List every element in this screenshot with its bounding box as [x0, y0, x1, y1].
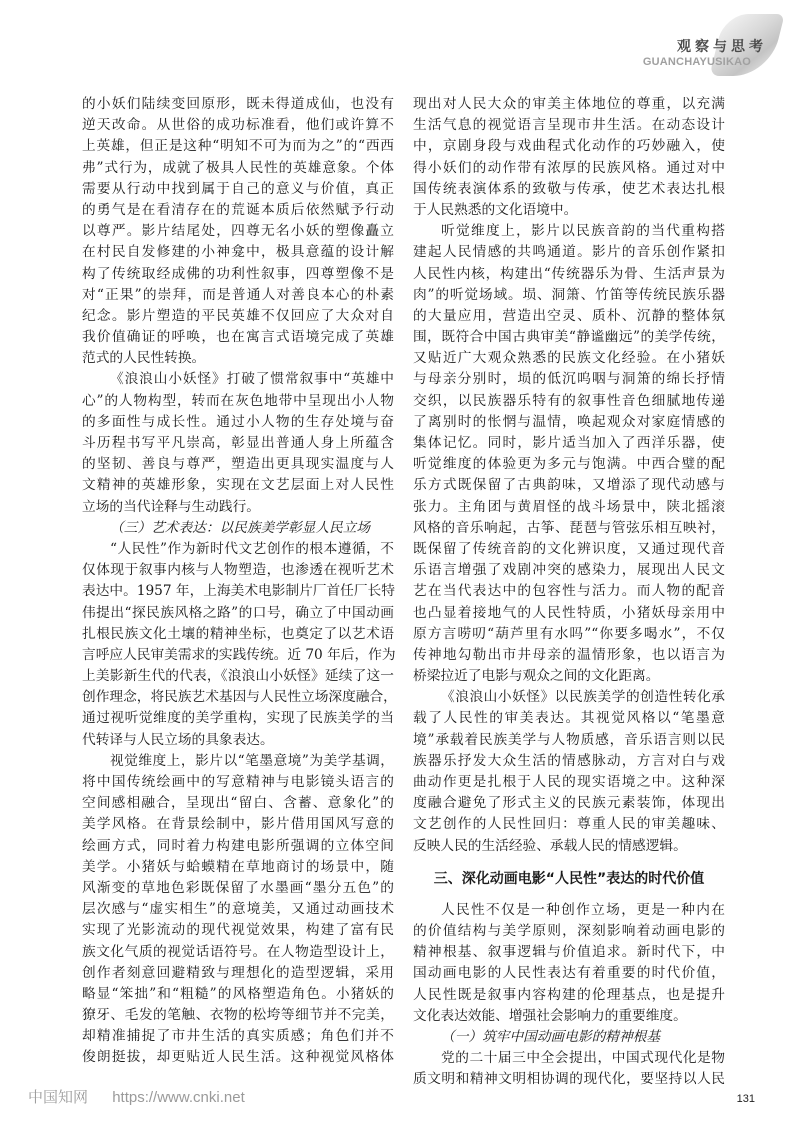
watermark-url[interactable]: https://www.cnki.net: [112, 1089, 245, 1106]
text-line: 度融合避免了形式主义的民族元素装饰，体现出: [413, 795, 725, 812]
text-line: 扎根民族文化土壤的精神坐标，也奠定了以艺术语: [82, 625, 394, 642]
text-line: 将中国传统绘画中的写意精神与电影镜头语言的: [82, 774, 394, 790]
text-line: 上英雄，但正是这种“明知不可为而为之”的“西西: [82, 138, 394, 155]
subheading: （一）筑牢中国动画电影的精神根基: [441, 1028, 661, 1045]
text-line: 却精准捕捉了市井生活的真实质感；角色们并不: [82, 1028, 394, 1045]
paragraph: [413, 900, 725, 1027]
column-name-cn: 观察与思考: [677, 39, 767, 55]
text-line: 的价值结构与美学原则，深刻影响着动画电影的: [413, 922, 725, 939]
text-line: 艺在当代表达中的包容性与活力。而人物的配音: [413, 583, 725, 600]
right-column: [413, 94, 725, 1090]
text-line: “人民性”作为新时代文艺创作的根本遵循，不: [110, 540, 394, 557]
subheading: （三）艺术表达：以民族美学彰显人民立场: [110, 519, 371, 536]
text-line: 国传统表演体系的致敬与传承，使艺术表达扎根: [413, 180, 725, 197]
text-line: 人民性既是叙事内容构建的伦理基点，也是提升: [413, 986, 725, 1003]
text-line: 于人民熟悉的文化语境中。: [413, 201, 578, 218]
text-line: 族器乐抒发大众生活的情感脉动，方言对白与戏: [413, 752, 725, 769]
text-line: 略显“笨拙”和“粗糙”的风格塑造角色。小猪妖的: [82, 985, 394, 1002]
text-line: 心”的人物构型，转而在灰色地带中呈现出小人物: [82, 392, 394, 409]
text-line: 载了人民性的审美表达。其视觉风格以“笔墨意: [413, 710, 725, 727]
text-line: 范式的人民性转换。: [82, 350, 206, 367]
text-line: 立场的当代诠释与生动践行。: [82, 498, 260, 515]
text-line: 反映人民的生活经验、承载人民的情感逻辑。: [413, 837, 687, 854]
text-line: 斗历程书写平凡崇高，彰显出普通人身上所蕴含: [82, 435, 394, 451]
text-line: 俊朗挺拔，却更贴近人民生活。这种视觉风格体: [82, 1049, 394, 1066]
text-line: 獠牙、毛发的笔触、衣物的松垮等细节并不完美，: [82, 1007, 394, 1024]
text-line: 伟提出“探民族风格之路”的口号，确立了中国动画: [82, 604, 394, 621]
text-line: 也凸显着接地气的人民性特质，小猪妖母亲用中: [413, 604, 725, 621]
paragraph: [413, 221, 725, 687]
text-line: 桥梁拉近了电影与观众之间的文化距离。: [413, 668, 660, 685]
text-line: 需要从行动中找到属于自己的意义与价值，真正: [82, 180, 394, 197]
paragraph: [413, 94, 725, 221]
text-line: 我价值确证的呼唤，也在寓言式语境完成了英雄: [82, 329, 394, 346]
text-line: 得小妖们的动作带有浓厚的民族风格。通过对中: [413, 159, 725, 176]
text-line: 空间感相融合，呈现出“留白、含蓄、意象化”的: [82, 795, 394, 812]
text-line: 美学风格。在背景绘制中，影片借用国风写意的: [82, 816, 394, 833]
text-line: 创作者刻意回避精致与理想化的造型逻辑，采用: [82, 964, 394, 981]
page-number: 131: [736, 1093, 755, 1105]
text-line: 《浪浪山小妖怪》打破了惯常叙事中“英雄中: [110, 371, 394, 388]
paragraph: [82, 751, 394, 1069]
text-line: 精神根基、叙事逻辑与价值追求。新时代下，中: [413, 944, 725, 961]
text-line: 曲动作更是扎根于人民的现实语境之中。这种深: [413, 774, 725, 790]
text-line: 既保留了传统音韵的文化辨识度，又通过现代音: [413, 540, 725, 557]
text-line: 上美影新生代的代表，《浪浪山小妖怪》延续了这一: [82, 668, 394, 685]
text-line: 逆天改命。从世俗的成功标准看，他们或许算不: [82, 117, 394, 134]
text-line: 弗”式行为，成就了极具人民性的英雄意象。个体: [82, 159, 394, 176]
text-line: 张力。主角团与黄眉怪的战斗场景中，陕北摇滚: [413, 498, 725, 515]
text-line: 表达中。1957 年，上海美术电影制片厂首任厂长特: [82, 583, 395, 600]
text-line: 族文化气质的视觉话语符号。在人物造型设计上，: [82, 943, 394, 960]
text-line: 文精神的英雄形象，实现在文艺层面上对人民性: [82, 477, 394, 494]
text-line: 境”承载着民族美学与人物质感，音乐语言则以民: [413, 731, 725, 748]
text-line: 与母亲分别时，埙的低沉呜咽与洞箫的绵长抒情: [413, 371, 725, 388]
text-line: 文艺创作的人民性回归：尊重人民的审美趣味、: [413, 816, 725, 833]
text-line: 在村民自发修建的小神龛中，极具意蕴的设计解: [82, 244, 394, 261]
text-line: 肉”的听觉场域。埙、洞箫、竹笛等传统民族乐器: [413, 286, 725, 303]
text-line: 乐语言增强了戏剧冲突的感染力，展现出人民文: [413, 562, 725, 579]
text-line: 中，京剧身段与戏曲程式化动作的巧妙融入，使: [413, 138, 725, 155]
text-line: 的大量应用，营造出空灵、质朴、沉静的整体氛: [413, 307, 725, 324]
cnki-watermark: [28, 1086, 245, 1107]
text-line: 听觉维度上，影片以民族音韵的当代重构搭: [441, 223, 725, 240]
text-line: 的坚韧、善良与尊严，塑造出更具现实温度与人: [82, 456, 394, 473]
text-line: 代转译与人民立场的具象表达。: [82, 731, 274, 748]
text-line: 生活气息的视觉语言呈现市井生活。在动态设计: [413, 117, 725, 134]
column-name-en: GUANCHAYUSIKAO: [642, 56, 751, 68]
text-line: 《浪浪山小妖怪》以民族美学的创造性转化承: [441, 689, 725, 706]
left-column: [82, 94, 397, 1069]
text-line: 围，既符合中国古典审美“静谧幽远”的美学传统，: [413, 329, 725, 346]
watermark-cn: 中国知网: [28, 1088, 89, 1106]
text-line: 以尊严。影片结尾处，四尊无名小妖的塑像矗立: [82, 223, 394, 240]
text-line: 纪念。影片塑造的平民英雄不仅回应了大众对自: [82, 307, 394, 324]
text-line: 交织，以民族器乐特有的叙事性音色细腻地传递: [413, 392, 725, 409]
text-line: 原方言唠叨“葫芦里有水吗”“你要多喝水”，不仅: [413, 625, 725, 642]
text-line: 集体记忆。同时，影片适当加入了西洋乐器，使: [413, 435, 725, 451]
section-title: 三、深化动画电影“人民性”表达的时代价值: [433, 870, 705, 887]
text-line: 构了传统取经成佛的功利性叙事，四尊塑像不是: [82, 265, 394, 282]
text-line: 绘画方式，同时着力构建电影所强调的立体空间: [82, 837, 394, 854]
text-line: 现出对人民大众的审美主体地位的尊重，以充满: [413, 96, 725, 112]
text-line: 人民性内核，构建出“传统器乐为骨、生活声景为: [413, 265, 725, 282]
paragraph: [413, 687, 725, 857]
text-line: 建起人民情感的共鸣通道。影片的音乐创作紧扣: [413, 244, 725, 261]
text-line: 视觉维度上，影片以“笔墨意境”为美学基调，: [110, 752, 394, 769]
text-line: 党的二十届三中全会提出，中国式现代化是物: [441, 1050, 725, 1067]
text-line: 文化表达效能、增强社会影响力的重要维度。: [413, 1007, 687, 1024]
text-line: 风格的音乐响起，古筝、琵琶与管弦乐相互映衬，: [413, 519, 725, 536]
text-line: 又贴近广大观众熟悉的民族文化经验。在小猪妖: [413, 350, 725, 367]
text-line: 了离别时的怅惘与温情，唤起观众对家庭情感的: [413, 413, 725, 430]
text-line: 层次感与“虚实相生”的意境美，又通过动画技术: [82, 901, 394, 918]
text-line: 言呼应人民审美需求的实践传统。近 70 年后，作为: [82, 646, 396, 663]
text-line: 仅体现于叙事内核与人物塑造，也渗透在视听艺术: [82, 562, 394, 579]
text-line: 实现了光影流动的现代视觉效果，构建了富有民: [82, 922, 394, 939]
text-line: 通过视听觉维度的美学重构，实现了民族美学的当: [82, 710, 394, 727]
text-line: 的勇气是在看清存在的荒诞本质后依然赋予行动: [82, 201, 394, 218]
text-line: 听觉维度的体验更为多元与饱满。中西合璧的配: [413, 456, 725, 473]
text-line: 人民性不仅是一种创作立场，更是一种内在: [441, 901, 725, 918]
paragraph: [82, 94, 394, 369]
text-line: 风渐变的草地色彩既保留了水墨画“墨分五色”的: [82, 879, 394, 896]
journal-column-badge: [629, 0, 799, 82]
text-line: 传神地勾勒出市井母亲的温情形象，也以语言为: [413, 646, 725, 663]
text-line: 国动画电影的人民性表达有着重要的时代价值，: [413, 965, 725, 982]
text-line: 的小妖们陆续变回原形，既未得道成仙，也没有: [82, 96, 394, 112]
paragraph: [82, 369, 394, 517]
paragraph: [413, 1048, 725, 1090]
text-line: 创作理念，将民族艺术基因与人民性立场深度融合，: [82, 689, 397, 706]
text-line: 美学。小猪妖与蛤蟆精在草地商讨的场景中，随: [82, 858, 394, 875]
text-line: 质文明和精神文明相协调的现代化，要坚持以人民: [413, 1071, 725, 1088]
text-line: 的多面性与成长性。通过小人物的生存处境与奋: [82, 413, 394, 430]
text-line: 对“正果”的崇拜，而是普通人对善良本心的朴素: [82, 286, 394, 303]
paragraph: [82, 539, 397, 751]
text-line: 乐方式既保留了古典韵味，又增添了现代动感与: [413, 477, 725, 494]
